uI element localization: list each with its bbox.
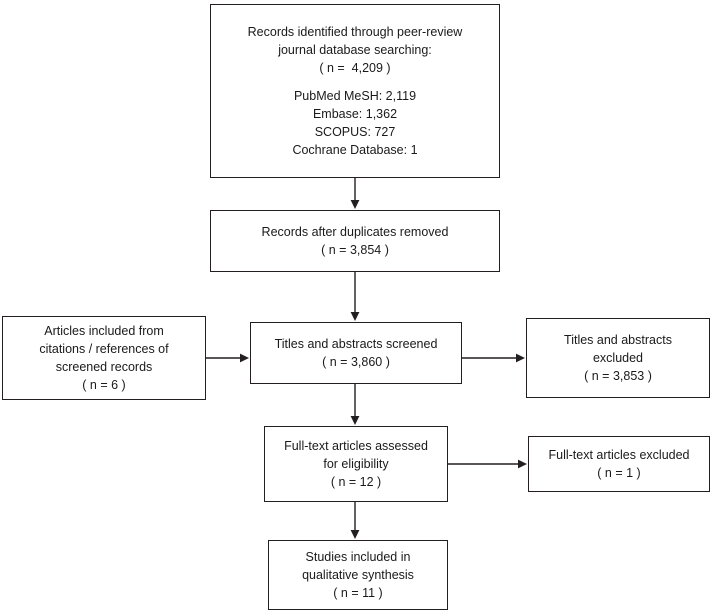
node-line: journal database searching: [278, 42, 432, 57]
node-titles-abstracts-screened [250, 322, 462, 384]
arrow-identified-to-duplicates [348, 178, 362, 210]
node-line: Titles and abstracts [564, 332, 672, 347]
node-line: ( n = 11 ) [333, 586, 383, 601]
node-line: screened records [55, 360, 153, 374]
arrow-screened-to-fulltext [348, 384, 362, 426]
arrow-duplicates-to-screened [348, 272, 362, 322]
node-line: ( n = 4,209 ) [319, 60, 391, 75]
arrow-citations-to-screened [206, 351, 250, 365]
arrow-fulltext-to-included [348, 502, 362, 540]
node-line: Full-text articles assessed [284, 438, 428, 453]
node-duplicates-removed [210, 210, 500, 272]
node-titles-abstracts-excluded [526, 318, 710, 398]
node-line: Records identified through peer-review [247, 24, 463, 39]
node-line: for eligibility [323, 456, 389, 471]
node-line: Full-text articles excluded [548, 447, 690, 462]
node-line: citations / references of [39, 341, 169, 356]
node-citations-included [2, 316, 206, 400]
node-line: SCOPUS: 727 [314, 125, 396, 140]
node-line: Cochrane Database: 1 [292, 143, 418, 158]
node-line: Titles and abstracts screened [274, 336, 438, 351]
node-line: ( n = 3,853 ) [584, 369, 652, 384]
node-line: excluded [592, 350, 644, 365]
arrow-fulltext-to-excluded [448, 457, 528, 471]
node-line: ( n = 3,860 ) [322, 355, 390, 369]
node-line: ( n = 1 ) [597, 466, 641, 480]
node-line: Studies included in [305, 549, 411, 564]
arrow-screened-to-excluded [462, 351, 526, 365]
node-fulltext-assessed [264, 426, 448, 502]
node-line: Articles included from [44, 323, 164, 338]
node-fulltext-excluded [528, 436, 710, 492]
node-line: PubMed MeSH: 2,119 [293, 88, 417, 103]
node-line: Embase: 1,362 [312, 107, 398, 122]
node-line: ( n = 3,854 ) [321, 243, 389, 257]
node-line: qualitative synthesis [302, 567, 414, 582]
node-line: ( n = 6 ) [82, 378, 126, 393]
node-studies-included [268, 540, 448, 610]
node-line: ( n = 12 ) [330, 475, 382, 490]
node-records-identified [210, 4, 500, 178]
node-line: Records after duplicates removed [261, 224, 449, 239]
